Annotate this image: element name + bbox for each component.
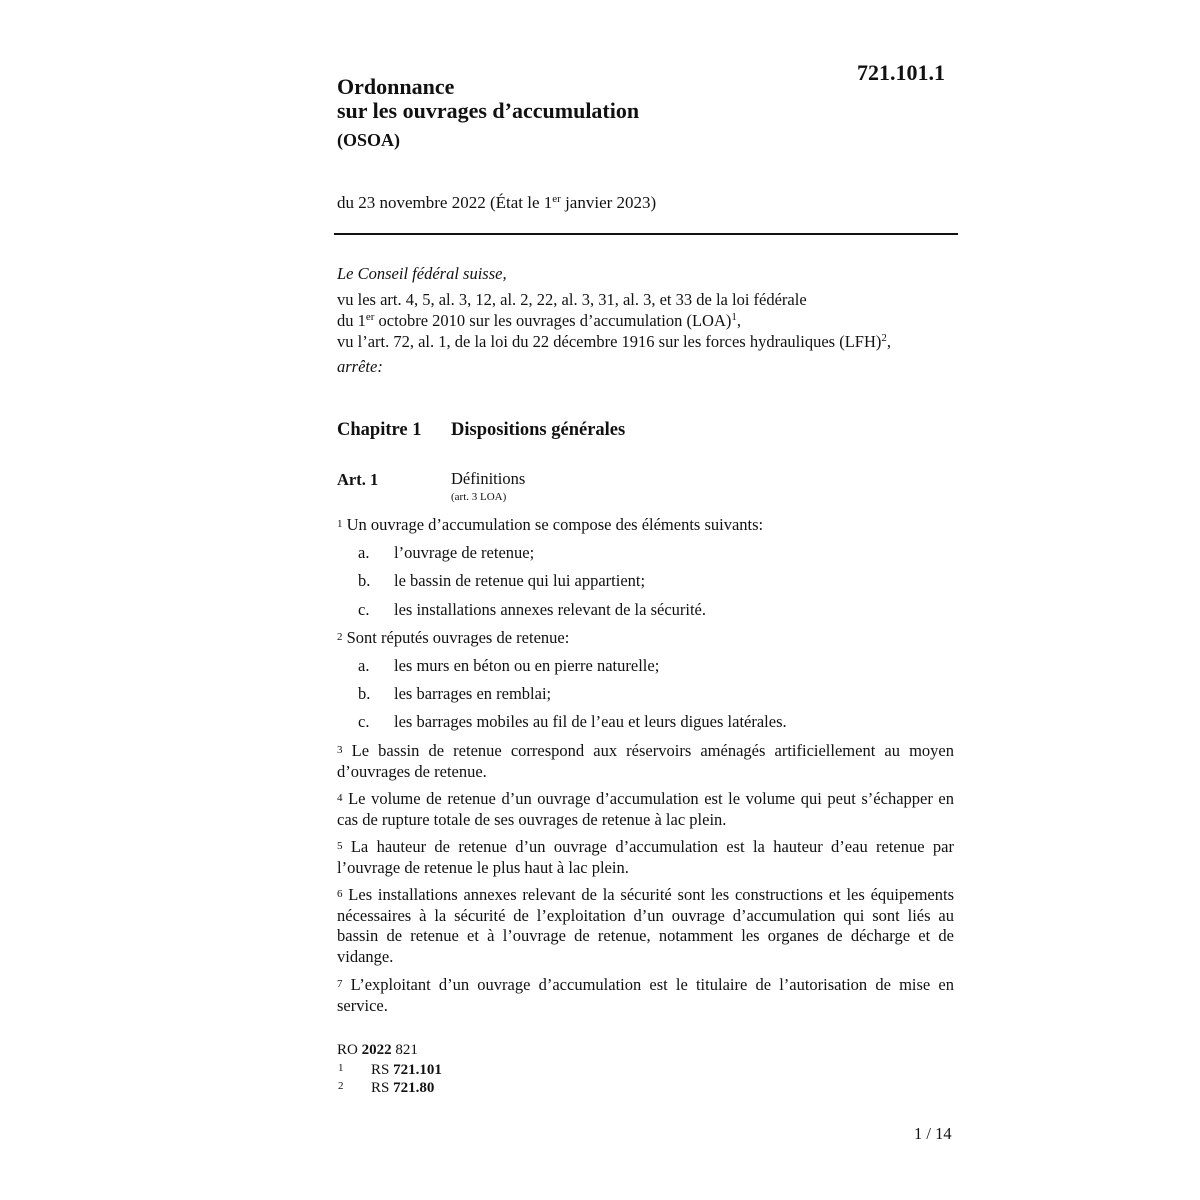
ro-year: 2022: [361, 1042, 392, 1058]
preamble-decree: arrête:: [337, 357, 383, 376]
preamble-line-3: [337, 332, 891, 352]
list-item-letter: b.: [358, 571, 371, 590]
preamble-line-3-b: ,: [886, 332, 891, 351]
preamble-line-1: vu les art. 4, 5, al. 3, 12, al. 2, 22, al. 3, 31, al. 3, et 33 de la loi fédérale: [337, 290, 807, 309]
paragraph-text: Un ouvrage d’accumulation se compose des éléments suivants:: [342, 515, 764, 534]
list-item-text: les barrages mobiles au fil de l’eau et leurs digues latérales.: [394, 712, 787, 731]
list-item-text: l’ouvrage de retenue;: [394, 543, 535, 562]
paragraph-number: 2: [337, 631, 343, 643]
ro-prefix: RO: [337, 1042, 362, 1058]
title-separator-rule: [334, 233, 958, 235]
chapter-title: Dispositions générales: [451, 420, 626, 440]
page-number: 1 / 14: [914, 1124, 952, 1143]
paragraph-number: 1: [337, 518, 343, 530]
list-item-text: les installations annexes relevant de la sécurité.: [394, 600, 707, 619]
official-compilation-reference: [337, 1042, 418, 1059]
ro-suffix: 821: [391, 1042, 418, 1058]
paragraph-number: 3: [337, 744, 343, 756]
article-paragraph-4: [337, 788, 954, 830]
paragraph-number: 7: [337, 978, 343, 990]
footnote-ref-2[interactable]: 2: [881, 332, 887, 344]
list-item-text: les barrages en remblai;: [394, 684, 552, 703]
preamble-line-3-a: vu l’art. 72, al. 1, de la loi du 22 décembre 1916 sur les forces hydrauliques (LFH): [337, 332, 882, 351]
preamble-authority: Le Conseil fédéral suisse,: [337, 264, 507, 283]
date-suffix: janvier 2023): [560, 193, 657, 212]
footnote-prefix: RS: [371, 1062, 394, 1078]
footnote-text[interactable]: [371, 1062, 442, 1079]
document-number: 721.101.1: [857, 60, 945, 85]
paragraph-text: Le volume de retenue d’un ouvrage d’accumulation est le volume qui peut s’échapper en cas de rupture totale de ses ouvrages de retenue à lac plein.: [337, 789, 954, 829]
list-item-letter: a.: [358, 656, 370, 675]
preamble-line-2-a: du 1: [337, 311, 366, 330]
footnote-number: 1: [338, 1062, 344, 1074]
list-item-letter: b.: [358, 684, 371, 703]
article-paragraph-6: [337, 884, 954, 967]
list-item-letter: a.: [358, 543, 370, 562]
preamble-line-2-b: octobre 2010 sur les ouvrages d’accumulation (LOA): [374, 311, 732, 330]
paragraph-text: Le bassin de retenue correspond aux réservoirs aménagés artificiellement au moyen d’ouvrages de retenue.: [337, 741, 954, 781]
paragraph-number: 5: [337, 840, 343, 852]
preamble-line-2-c: ,: [736, 311, 741, 330]
paragraph-text: Sont réputés ouvrages de retenue:: [342, 628, 570, 647]
chapter-label: Chapitre 1: [337, 420, 422, 440]
document-date: [337, 193, 656, 213]
paragraph-text: L’exploitant d’un ouvrage d’accumulation est le titulaire de l’autorisation de mise en service.: [337, 975, 954, 1015]
article-paragraph-7: [337, 974, 954, 1016]
list-item-text: le bassin de retenue qui lui appartient;: [394, 571, 646, 590]
article-paragraph-5: [337, 836, 954, 878]
article-reference: (art. 3 LOA): [451, 491, 507, 503]
preamble-line-2-sup: er: [365, 311, 375, 323]
footnote-text[interactable]: [371, 1080, 434, 1097]
date-superscript: er: [552, 193, 561, 205]
article-paragraph-1: [337, 514, 954, 536]
list-item-letter: c.: [358, 600, 370, 619]
article-label: Art. 1: [337, 470, 379, 489]
footnote-reference: 721.101: [393, 1062, 442, 1078]
document-title-line-1: Ordonnance: [337, 74, 455, 99]
paragraph-text: La hauteur de retenue d’un ouvrage d’accumulation est la hauteur d’eau retenue par l’ouvrage de retenue le plus haut à lac plein.: [337, 837, 954, 877]
list-item-text: les murs en béton ou en pierre naturelle;: [394, 656, 660, 675]
article-paragraph-2: [337, 627, 954, 649]
article-paragraph-3: [337, 740, 954, 782]
footnote-number: 2: [338, 1080, 344, 1092]
paragraph-number: 4: [337, 792, 343, 804]
footnote-reference: 721.80: [393, 1080, 435, 1096]
document-abbreviation: (OSOA): [337, 130, 400, 150]
preamble-line-2: [337, 311, 741, 331]
article-title: Définitions: [451, 469, 526, 488]
list-item-letter: c.: [358, 712, 370, 731]
paragraph-text: Les installations annexes relevant de la sécurité sont les constructions et les équipements nécessaires à la sécurité de l’exploitation d’un ouvrage d’accumulation qui sont liés au bassin de retenue et à l’ouvrage de retenue, notamment les organes de décharge et de vidange.: [337, 885, 954, 966]
footnote-prefix: RS: [371, 1080, 394, 1096]
footnote-ref-1[interactable]: 1: [731, 311, 737, 323]
date-prefix: du 23 novembre 2022 (État le 1: [337, 193, 553, 212]
document-title-line-2: sur les ouvrages d’accumulation: [337, 98, 640, 123]
paragraph-number: 6: [337, 888, 343, 900]
